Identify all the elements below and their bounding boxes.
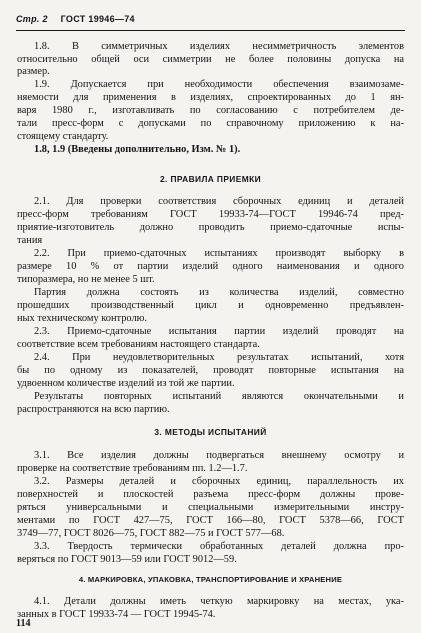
paragraph-line: соответствие всем требованиям настоящего стандарта. bbox=[17, 339, 260, 350]
paragraph-line: веряться по ГОСТ 9013—59 или ГОСТ 9012—59. bbox=[17, 554, 237, 565]
paragraph-line: 3.1. Все изделия должны подвергаться внешнему осмотру и bbox=[34, 450, 404, 461]
paragraph-line: Результаты повторных испытаний являются окончательными и bbox=[34, 391, 404, 402]
running-header bbox=[16, 14, 135, 24]
paragraph-line: 2.1. Для проверки соответствия сборочных единиц и деталей bbox=[34, 196, 404, 207]
paragraph-line: Партия должна состоять из количества изделий, совместно bbox=[34, 287, 404, 298]
amendment-note: 1.8, 1.9 (Введены дополнительно, Изм. № 1). bbox=[34, 144, 241, 155]
section-heading: 3. МЕТОДЫ ИСПЫТАНИЙ bbox=[154, 427, 267, 437]
paragraph-line: занных в ГОСТ 19933-74 — ГОСТ 19945-74. bbox=[17, 609, 216, 620]
paragraph-line: относительно общей оси симметрии не более половины допуска на bbox=[17, 54, 404, 65]
paragraph-line: ряться универсальными и специальными измерительными инстру- bbox=[17, 502, 404, 513]
paragraph-line: бы по одному из показателей, проводят повторные испытания на bbox=[17, 365, 404, 376]
paragraph-line: пресс-форм требованиям ГОСТ 19933-74—ГОСТ 19946-74 пред- bbox=[17, 209, 404, 220]
standard-designation: ГОСТ 19946—74 bbox=[60, 14, 135, 24]
page-label: Стр. 2 bbox=[16, 14, 48, 24]
paragraph-line: размер. bbox=[17, 66, 50, 77]
paragraph-line: варя 1980 г., изготавливать по согласованию с потребителем де- bbox=[17, 105, 404, 116]
paragraph-line: 2.2. При приемо-сдаточных испытаниях производят выборку в bbox=[34, 248, 404, 259]
paragraph-line: стоящему стандарту. bbox=[17, 131, 109, 142]
paragraph-line: проверке на соответствие требованиям пп. 1.2—1.7. bbox=[17, 463, 248, 474]
paragraph-line: тали пресс-форм с допусками по справочному приложению к на- bbox=[17, 118, 404, 129]
paragraph-line: 4.1. Детали должны иметь четкую маркировку на местах, ука- bbox=[34, 596, 404, 607]
paragraph-line: удвоенном количестве изделий из той же партии. bbox=[17, 378, 235, 389]
paragraph-line: типоразмера, но не менее 5 шт. bbox=[17, 274, 155, 285]
section-heading: 2. ПРАВИЛА ПРИЕМКИ bbox=[159, 174, 262, 184]
paragraph-line: 2.3. Приемо-сдаточные испытания партии изделий проводят на bbox=[34, 326, 404, 337]
paragraph-line: прошедших производственный цикл и одновременно предъявлен- bbox=[17, 300, 404, 311]
paragraph-line: 2.4. При неудовлетворительных результатах испытаний, хотя bbox=[34, 352, 404, 363]
page-number: 114 bbox=[16, 618, 31, 629]
paragraph-line: 3.3. Твердость термически обработанных деталей должна про- bbox=[34, 541, 404, 552]
paragraph-line: распространяются на всю партию. bbox=[17, 404, 170, 415]
paragraph-line: 1.8. В симметричных изделиях несимметричность элементов bbox=[34, 41, 404, 52]
paragraph-line: размере 10 % от партии изделий одного наименования и одного bbox=[17, 261, 404, 272]
paragraph-line: приятие-изготовитель должно проводить приемо-сдаточные испы- bbox=[17, 222, 404, 233]
paragraph-line: тания bbox=[17, 235, 43, 246]
paragraph-line: ных техническому контролю. bbox=[17, 313, 148, 324]
paragraph-line: 3749—77, ГОСТ 8026—75, ГОСТ 882—75 и ГОСТ 577—68. bbox=[17, 528, 285, 539]
paragraph-line: поверхностей и плоскостей разъема пресс-форм должны прове- bbox=[17, 489, 404, 500]
header-rule bbox=[16, 30, 405, 31]
section-heading: 4. МАРКИРОВКА, УПАКОВКА, ТРАНСПОРТИРОВАНИЕ И ХРАНЕНИЕ bbox=[78, 575, 343, 584]
paragraph-line: 1.9. Допускается при необходимости обеспечения взаимозаме- bbox=[34, 79, 404, 90]
paragraph-line: ментами по ГОСТ 427—75, ГОСТ 166—80, ГОСТ 5378—66, ГОСТ bbox=[17, 515, 404, 526]
paragraph-line: 3.2. Размеры деталей и сборочных единиц, параллельность их bbox=[34, 476, 404, 487]
paragraph-line: няемости для применения в изделиях, спроектированных до 1 ян- bbox=[17, 92, 404, 103]
